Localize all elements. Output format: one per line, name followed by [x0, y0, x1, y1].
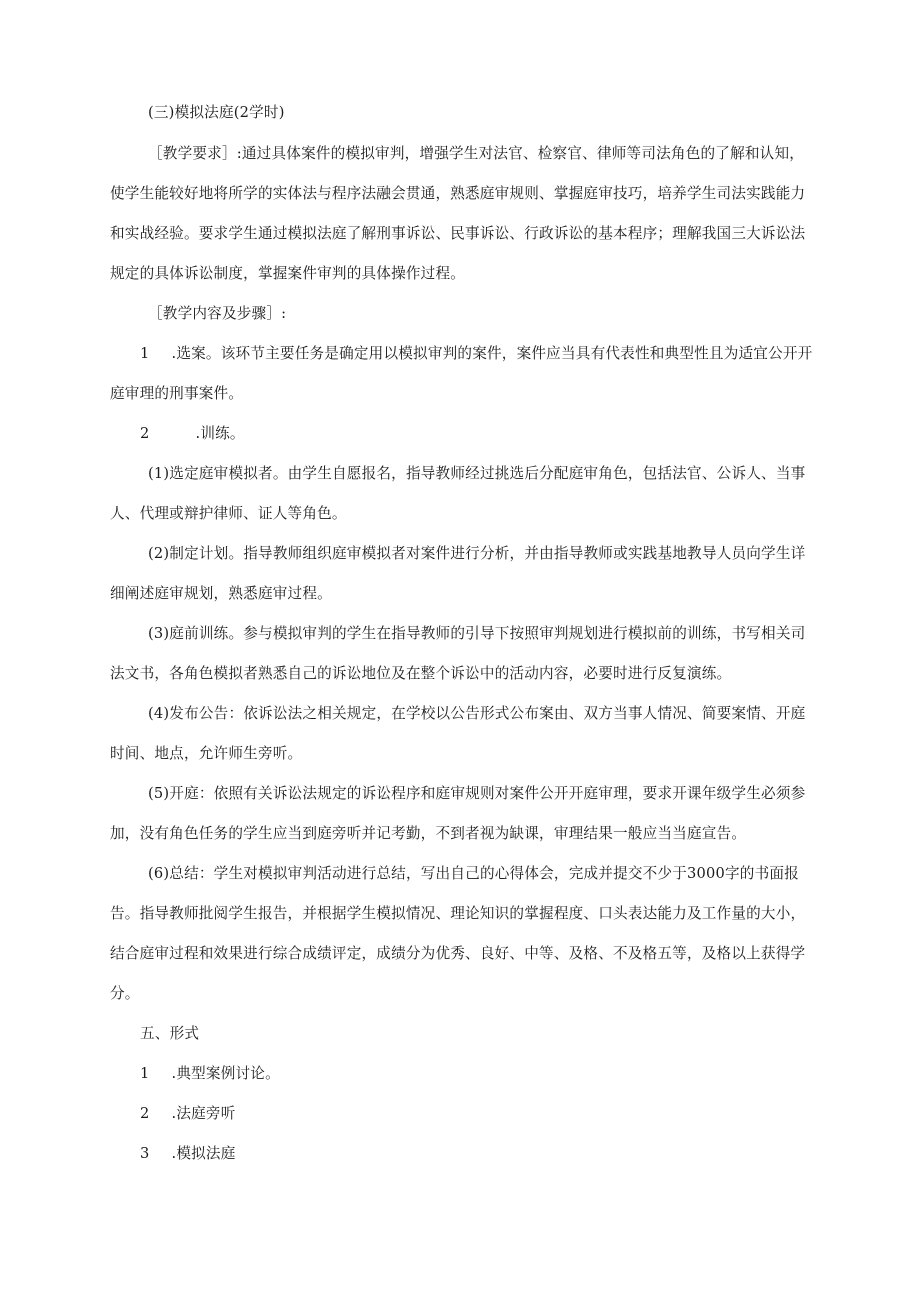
requirements-paragraph-line-2: 使学生能较好地将所学的实体法与程序法融会贯通，熟悉庭审规则、掌握庭审技巧，培养学生司法实践能力: [110, 185, 806, 202]
sub-item-5-line-2: 加，没有角色任务的学生应当到庭旁听并记考勤，不到者视为缺课，审理结果一般应当当庭宣告。: [110, 825, 747, 842]
requirements-label: ［教学要求］:: [148, 145, 242, 162]
sub-item-3-line-2: 法文书，各角色模拟者熟悉自己的诉讼地位及在整个诉讼中的活动内容，必要时进行反复演练。: [110, 665, 732, 682]
step-2-title: .训练。: [195, 425, 245, 442]
requirements-paragraph-line-1: [148, 144, 804, 164]
sub-item-6-line-2: 告。指导教师批阅学生报告，并根据学生模拟情况、理论知识的掌握程度、口头表达能力及工作量的大小，: [110, 905, 806, 922]
step-2-number: 2: [140, 425, 150, 442]
form-item-number: 3: [140, 1145, 150, 1162]
step-2-line: [140, 424, 245, 444]
form-heading: 五、形式: [140, 1025, 200, 1042]
sub-item-6-line-1: (6)总结：学生对模拟审判活动进行总结，写出自己的心得体会，完成并提交不少于3000字的书面报: [148, 865, 799, 882]
requirements-paragraph-line-3: 和实战经验。要求学生通过模拟法庭了解刑事诉讼、民事诉讼、行政诉讼的基本程序；理解我国三大诉讼法: [110, 225, 806, 242]
step-1-number: 1: [140, 345, 150, 362]
sub-item-3-line-1: (3)庭前训练。参与模拟审判的学生在指导教师的引导下按照审判规划进行模拟前的训练，书写相关司: [148, 625, 806, 642]
sub-item-4-line-1: (4)发布公告：依诉讼法之相关规定，在学校以公告形式公布案由、双方当事人情况、简要案情、开庭: [148, 705, 806, 722]
sub-item-1-line-1: (1)选定庭审模拟者。由学生自愿报名，指导教师经过挑选后分配庭审角色，包括法官、公诉人、当事: [148, 465, 806, 482]
content-heading: ［教学内容及步骤］:: [148, 305, 287, 322]
form-item-text: .模拟法庭: [171, 1145, 236, 1162]
step-1-line-1: [140, 344, 812, 364]
requirements-text: 通过具体案件的模拟审判，增强学生对法官、检察官、律师等司法角色的了解和认知，: [241, 145, 805, 162]
sub-item-4-line-2: 时间、地点，允许师生旁听。: [110, 745, 303, 762]
form-item-2: [140, 1104, 236, 1124]
form-item-number: 1: [140, 1065, 150, 1082]
sub-item-5-line-1: (5)开庭：依照有关诉讼法规定的诉讼程序和庭审规则对案件公开开庭审理，要求开课年级学生必须参: [148, 785, 806, 802]
sub-item-2-line-2: 细阐述庭审规划，熟悉庭审过程。: [110, 585, 332, 602]
step-1-line-2: 庭审理的刑事案件。: [110, 385, 244, 402]
sub-item-2-line-1: (2)制定计划。指导教师组织庭审模拟者对案件进行分析，并由指导教师或实践基地教导人员向学生详: [148, 545, 806, 562]
form-item-1: [140, 1064, 280, 1084]
form-item-3: [140, 1144, 236, 1164]
step-1-text: .选案。该环节主要任务是确定用以模拟审判的案件，案件应当具有代表性和典型性且为适宜公开开: [171, 345, 813, 362]
sub-item-1-line-2: 人、代理或辩护律师、证人等角色。: [110, 505, 347, 522]
requirements-paragraph-line-4: 规定的具体诉讼制度，掌握案件审判的具体操作过程。: [110, 265, 466, 282]
form-item-text: .典型案例讨论。: [171, 1065, 280, 1082]
section-heading: (三)模拟法庭(2学时): [148, 104, 285, 121]
form-item-number: 2: [140, 1105, 150, 1122]
sub-item-6-line-3: 结合庭审过程和效果进行综合成绩评定，成绩分为优秀、良好、中等、及格、不及格五等，及格以上获得学: [110, 945, 806, 962]
form-item-text: .法庭旁听: [171, 1105, 236, 1122]
sub-item-6-line-4: 分。: [110, 985, 140, 1002]
